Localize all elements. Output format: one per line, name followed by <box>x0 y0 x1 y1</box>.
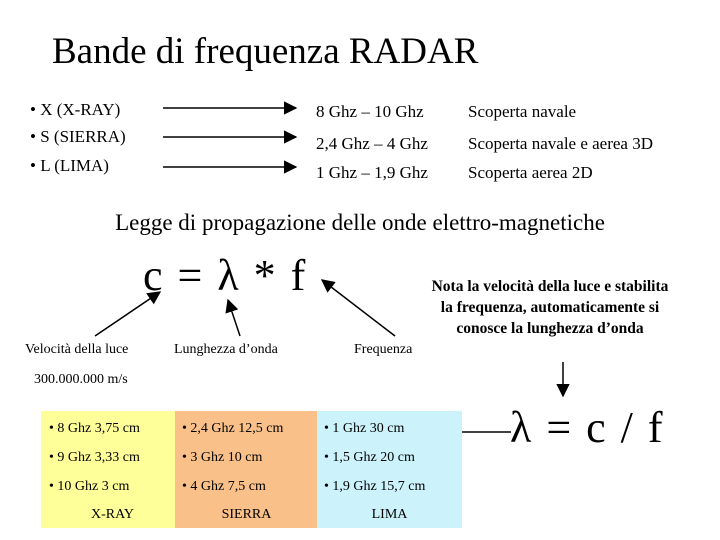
formula-c-lambda-f: c = λ * f <box>143 251 308 300</box>
lima-footer: LIMA <box>371 507 408 522</box>
label-wavelength: Lunghezza d’onda <box>174 342 278 357</box>
sierra-row: • 3 Ghz 10 cm <box>182 450 263 465</box>
lima-row: • 1,9 Ghz 15,7 cm <box>324 479 426 494</box>
arrow-frequency-to-f <box>322 280 395 336</box>
slide-title: Bande di frequenza RADAR <box>52 31 479 72</box>
column-lima <box>317 411 462 528</box>
x-ray-footer: X-RAY <box>90 507 135 522</box>
band-use-s: Scoperta navale e aerea 3D <box>468 134 653 153</box>
propagation-law-heading: Legge di propagazione delle onde elettro-magnetiche <box>115 210 605 235</box>
band-label-s: • S (SIERRA) <box>30 127 126 146</box>
x-ray-row: • 10 Ghz 3 cm <box>49 479 130 494</box>
sierra-footer: SIERRA <box>221 507 272 522</box>
formula-lambda-c-over-f: λ = c / f <box>510 403 665 452</box>
sierra-row: • 2,4 Ghz 12,5 cm <box>182 421 284 436</box>
lima-row: • 1,5 Ghz 20 cm <box>324 450 415 465</box>
arrow-wavelength-to-lambda <box>228 300 240 336</box>
band-use-x: Scoperta navale <box>468 102 577 121</box>
speed-of-light-value: 300.000.000 m/s <box>34 372 128 387</box>
x-ray-row: • 8 Ghz 3,75 cm <box>49 421 140 436</box>
band-label-x: • X (X-RAY) <box>30 100 121 119</box>
arrow-speed-to-c <box>95 292 160 336</box>
band-frequency-x: 8 Ghz – 10 Ghz <box>316 102 424 121</box>
lima-row: • 1 Ghz 30 cm <box>324 421 405 436</box>
band-label-l: • L (LIMA) <box>30 156 109 175</box>
band-frequency-s: 2,4 Ghz – 4 Ghz <box>316 134 428 153</box>
column-x-ray <box>41 411 184 528</box>
band-frequency-l: 1 Ghz – 1,9 Ghz <box>316 163 428 182</box>
band-use-l: Scoperta aerea 2D <box>468 163 593 182</box>
x-ray-row: • 9 Ghz 3,33 cm <box>49 450 140 465</box>
label-speed-of-light: Velocità della luce <box>25 342 129 357</box>
column-sierra <box>175 411 318 528</box>
sierra-row: • 4 Ghz 7,5 cm <box>182 479 266 494</box>
note-text: Nota la velocità della luce e stabilita la frequenza, automaticamente si conosce la lunghezza d’onda <box>431 278 669 337</box>
label-frequency: Frequenza <box>354 342 413 357</box>
